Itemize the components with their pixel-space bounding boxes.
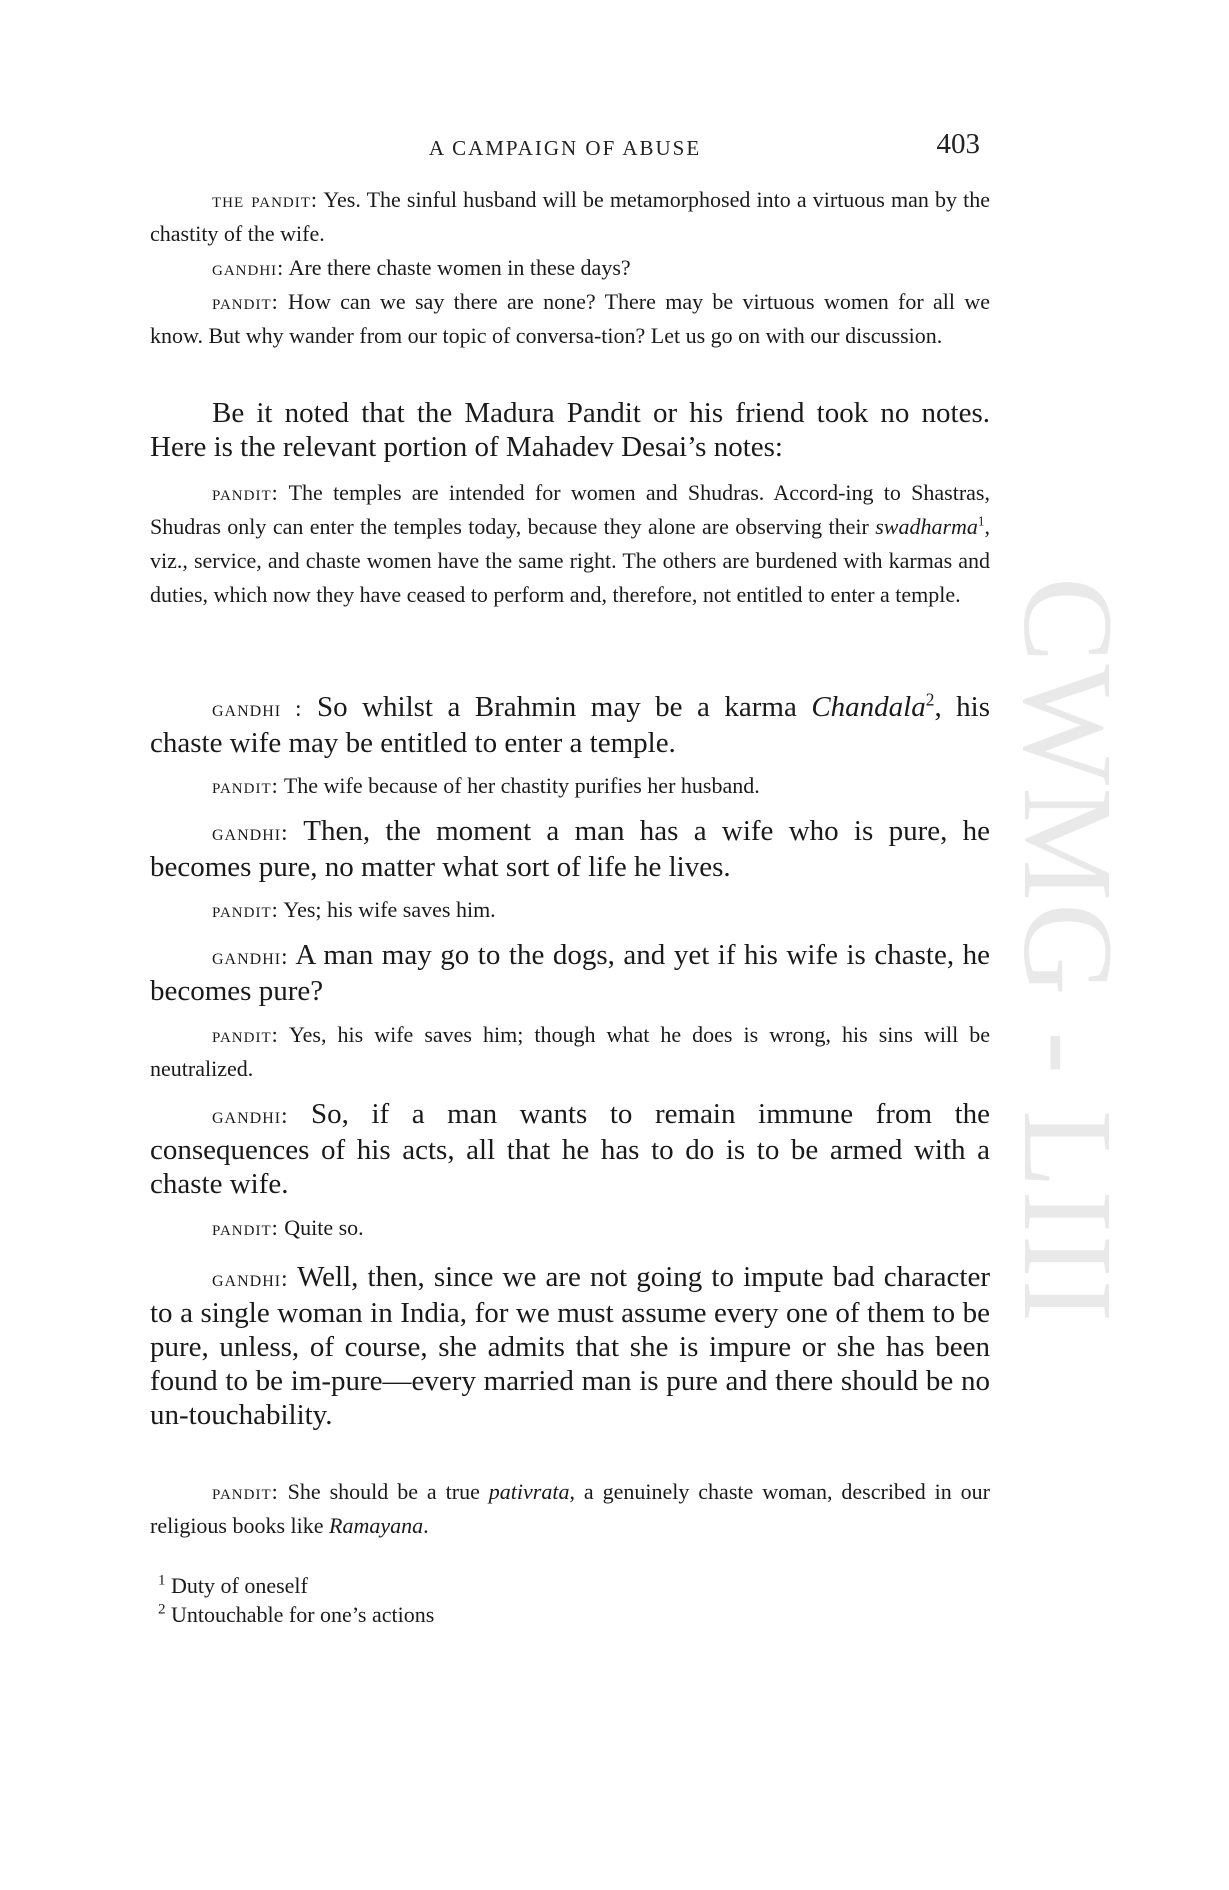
dialogue-block <box>150 251 990 285</box>
paragraph-text: Well, then, since we are not going to impute bad character to a single woman in India, for we must assume every one of them to be pure, unless, of course, she admits that she is impure or she has been found to be im-pure—every married man is pure and there should be no un-touchability. <box>150 1261 990 1431</box>
paragraph <box>150 1260 990 1432</box>
speaker-label: gandhi: <box>212 820 289 845</box>
paragraph <box>150 893 990 927</box>
paragraph-text: She should be a true <box>278 1479 489 1504</box>
paragraph <box>150 1475 990 1543</box>
paragraph-text: The wife because of her chastity purifies her husband. <box>278 773 760 798</box>
speaker-label: gandhi : <box>212 696 303 721</box>
speaker-label: pandit: <box>212 1022 279 1047</box>
paragraph-text: Yes, his wife saves him; though what he does is wrong, his sins will be neutralized. <box>150 1022 990 1081</box>
dialogue-block <box>150 1475 990 1543</box>
paragraph-text: Are there chaste women in these days? <box>284 255 631 280</box>
speaker-label: pandit: <box>212 1479 279 1504</box>
paragraph-text: So, if a man wants to remain immune from the consequences of his acts, all that he has to do is to be armed with a chaste wife. <box>150 1098 990 1200</box>
paragraph-text: Quite so. <box>278 1215 364 1240</box>
running-head <box>150 128 980 168</box>
footnote-mark: 2 <box>158 1601 166 1618</box>
paragraph <box>150 476 990 612</box>
italic-term: pativrata <box>488 1479 570 1504</box>
speaker-label: gandhi: <box>212 1103 289 1128</box>
speaker-label: the pandit: <box>212 187 319 212</box>
paragraph-text: , viz., service, and chaste women have the same right. The others are burdened with karmas and duties, which now they have ceased to perform and, therefore, not entitled to enter a temple. <box>150 514 990 607</box>
dialogue-block <box>150 285 990 353</box>
narrative-paragraph: Be it noted that the Madura Pandit or his friend took no notes. Here is the relevant portion of Mahadev Desai’s notes: <box>150 397 990 463</box>
paragraph-text: . <box>423 1513 429 1538</box>
dialogue-block <box>150 1018 990 1086</box>
dialogue-block <box>150 1097 990 1201</box>
paragraph <box>150 938 990 1008</box>
paragraph <box>150 183 990 251</box>
paragraph <box>150 1097 990 1201</box>
footnote <box>158 1572 308 1600</box>
speaker-label: pandit: <box>212 480 279 505</box>
speaker-label: pandit: <box>212 897 279 922</box>
page-number: 403 <box>936 128 980 160</box>
watermark <box>997 500 1140 1400</box>
footnote-ref: 2 <box>925 689 935 710</box>
dialogue-block <box>150 893 990 927</box>
paragraph <box>150 1211 990 1245</box>
paragraph <box>150 251 990 285</box>
italic-term: Ramayana <box>329 1513 424 1538</box>
paragraph-text: Yes. The sinful husband will be metamorphosed into a virtuous man by the chastity of the wife. <box>150 187 991 246</box>
dialogue-block <box>150 690 990 760</box>
paragraph <box>150 1018 990 1086</box>
dialogue-block <box>150 1211 990 1245</box>
italic-term: swadharma <box>875 514 978 539</box>
running-title: A CAMPAIGN OF ABUSE <box>428 136 702 160</box>
dialogue-block <box>150 938 990 1008</box>
speaker-label: gandhi: <box>212 255 285 280</box>
paragraph-text: The temples are intended for women and Shudras. Accord-ing to Shastras, Shudras only can enter the temples today, because they alone are observing their <box>150 480 990 539</box>
paragraph <box>150 769 990 803</box>
narrative-block <box>150 396 990 464</box>
speaker-label: pandit: <box>212 773 279 798</box>
footnote-text: Duty of oneself <box>165 1573 308 1598</box>
speaker-label: pandit: <box>212 289 279 314</box>
speaker-label: gandhi: <box>212 1266 289 1291</box>
dialogue-block <box>150 814 990 884</box>
paragraph-text: , his chaste wife may be entitled to enter a temple. <box>150 691 991 759</box>
footnote-mark: 1 <box>158 1572 166 1589</box>
paragraph <box>150 814 990 884</box>
footnote <box>158 1601 434 1629</box>
speaker-label: pandit: <box>212 1215 279 1240</box>
footnote-ref: 1 <box>977 513 985 529</box>
footnote-text: Untouchable for one’s actions <box>165 1602 435 1627</box>
speaker-label: gandhi: <box>212 944 289 969</box>
paragraph-text: Then, the moment a man has a wife who is pure, he becomes pure, no matter what sort of life he lives. <box>150 815 990 883</box>
paragraph <box>150 690 990 760</box>
dialogue-block <box>150 183 990 251</box>
paragraph-text: So whilst a Brahmin may be a karma <box>302 691 812 723</box>
paragraph-text: How can we say there are none? There may be virtuous women for all we know. But why wander from our topic of conversa-tion? Let us go on with our discussion. <box>150 289 990 348</box>
paragraph-text: Yes; his wife saves him. <box>278 897 496 922</box>
dialogue-block <box>150 769 990 803</box>
dialogue-block <box>150 1260 990 1432</box>
dialogue-block <box>150 476 990 612</box>
watermark-text: CWMG - LIII <box>997 576 1140 1324</box>
italic-term: Chandala <box>811 691 926 723</box>
paragraph-text: , a genuinely chaste woman, described in our religious books like <box>150 1479 991 1538</box>
paragraph <box>150 285 990 353</box>
paragraph-text: A man may go to the dogs, and yet if his wife is chaste, he becomes pure? <box>150 939 990 1007</box>
